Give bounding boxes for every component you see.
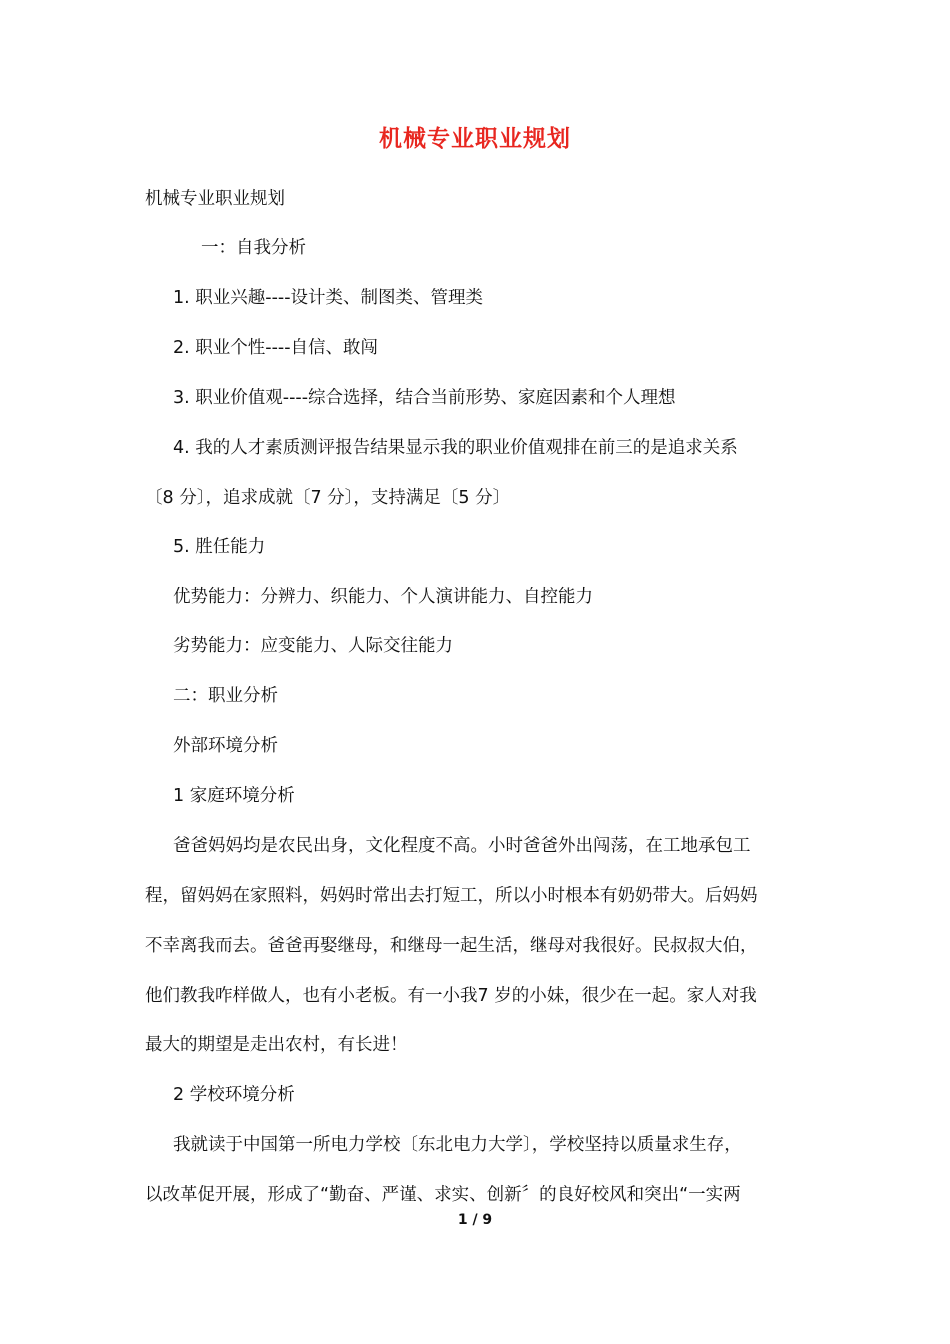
subheading: 2 学校环境分析 (173, 1085, 295, 1105)
subheading: 1 家庭环境分析 (173, 786, 295, 806)
paragraph-line: 优势能力：分辨力、织能力、个人演讲能力、自控能力 (173, 587, 593, 607)
paragraph-line: 他们教我咋样做人，也有小老板。有一小我7 岁的小妹，很少在一起。家人对我 (145, 986, 757, 1006)
paragraph-line: 劣势能力：应变能力、人际交往能力 (173, 636, 453, 656)
paragraph-line: 不幸离我而去。爸爸再娶继母，和继母一起生活，继母对我很好。民叔叔大伯， (145, 936, 758, 956)
paragraph-line: 我就读于中国第一所电力学校〔东北电力大学〕，学校坚持以质量求生存， (173, 1135, 742, 1155)
paragraph-line: 以改革促开展，形成了“勤奋、严谨、求实、创新〞的良好校风和突出“一实两 (145, 1185, 741, 1205)
list-item: 5. 胜任能力 (173, 537, 266, 557)
paragraph-line: 爸爸妈妈均是农民出身，文化程度不高。小时爸爸外出闯荡，在工地承包工 (173, 836, 751, 856)
section-heading-career-analysis: 二：职业分析 (173, 686, 278, 706)
list-item: 1. 职业兴趣----设计类、制图类、管理类 (173, 288, 484, 308)
subheading: 外部环境分析 (173, 736, 278, 756)
document-title: 机械专业职业规划 (379, 125, 571, 152)
section-heading-self-analysis: 一：自我分析 (201, 238, 306, 258)
subtitle-line: 机械专业职业规划 (145, 189, 285, 209)
list-item: 4. 我的人才素质测评报告结果显示我的职业价值观排在前三的是追求关系 (173, 438, 738, 458)
paragraph-line: 程，留妈妈在家照料，妈妈时常出去打短工，所以小时根本有奶奶带大。后妈妈 (145, 886, 758, 906)
page-number: 1 / 9 (457, 1212, 493, 1228)
paragraph-line: 最大的期望是走出农村，有长进！ (145, 1035, 408, 1055)
list-item: 2. 职业个性----自信、敢闯 (173, 338, 379, 358)
list-item: 3. 职业价值观----综合选择，结合当前形势、家庭因素和个人理想 (173, 388, 676, 408)
paragraph-line: 〔8 分〕，追求成就〔7 分〕，支持满足〔5 分〕 (145, 488, 511, 508)
